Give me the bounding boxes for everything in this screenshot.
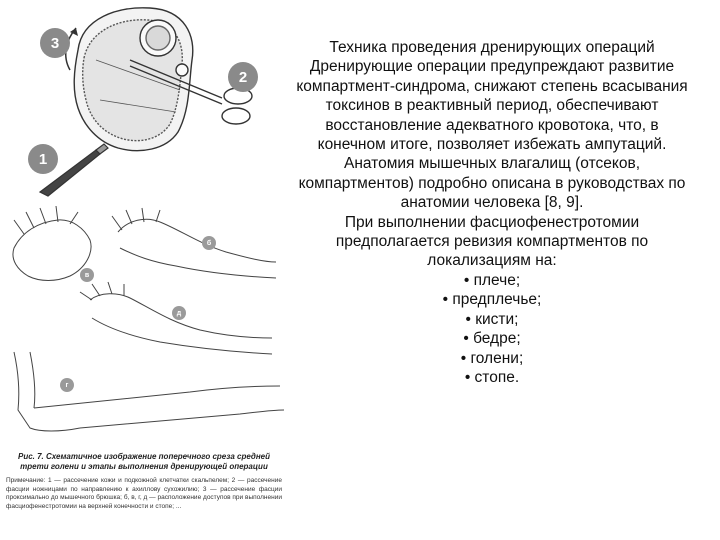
forearm-drawing-icon [112, 208, 276, 278]
paragraph-drainage-purpose: Дренирующие операции предупреждают развитие компартмент-синдрома, снижают степень всасывания токсинов в реактивный период, обеспечивают восстановление адекватного кровотока, что, в конечном итоге, позволяет избежать ампутаций. [296, 58, 688, 154]
leg-drawing-icon [14, 352, 284, 431]
figure-caption: Рис. 7. Схематичное изображение поперечного среза средней трети голени и этапы выполнения дренирующей операции [17, 452, 271, 471]
list-item: • плече; [292, 271, 692, 290]
paragraph-anatomy: Анатомия мышечных влагалищ (отсеков, компартментов) подробно описана в руководствах по анатомии человека [8, 9]. [298, 155, 686, 212]
step-badge-3: 3 [40, 28, 70, 58]
text-column [292, 38, 692, 387]
step-badge-2: 2 [228, 62, 258, 92]
view-badge-d: д [172, 306, 186, 320]
list-item: • голени; [292, 349, 692, 368]
figure-illustration [0, 0, 290, 540]
list-item: • предплечье; [292, 290, 692, 309]
localization-list [292, 271, 692, 387]
slide-title: Техника проведения дренирующих операций [329, 39, 655, 56]
list-item: • стопе. [292, 368, 692, 387]
list-item: • кисти; [292, 310, 692, 329]
hand-drawing-icon [13, 206, 91, 281]
list-item: • бедре; [292, 329, 692, 348]
step-badge-1: 1 [28, 144, 58, 174]
paragraph-fasciofenestrotomy: При выполнении фасциофенестротомии предполагается ревизия компартментов по локализациям на: [335, 213, 649, 270]
view-badge-g: г [60, 378, 74, 392]
view-badge-b: б [202, 236, 216, 250]
figure-caption-note: Примечание: 1 — рассечение кожи и подкожной клетчатки скальпелем; 2 — рассечение фасции ножницами по направлению к ахиллову сухожилию; 3 — рассечение фасции проксимально до мышечного брюшка; б, в, г, д — расположение доступов при выполнении фасциофенестротомии на верхней конечности и стопе; ... [6, 477, 282, 510]
view-badge-v: в [80, 268, 94, 282]
